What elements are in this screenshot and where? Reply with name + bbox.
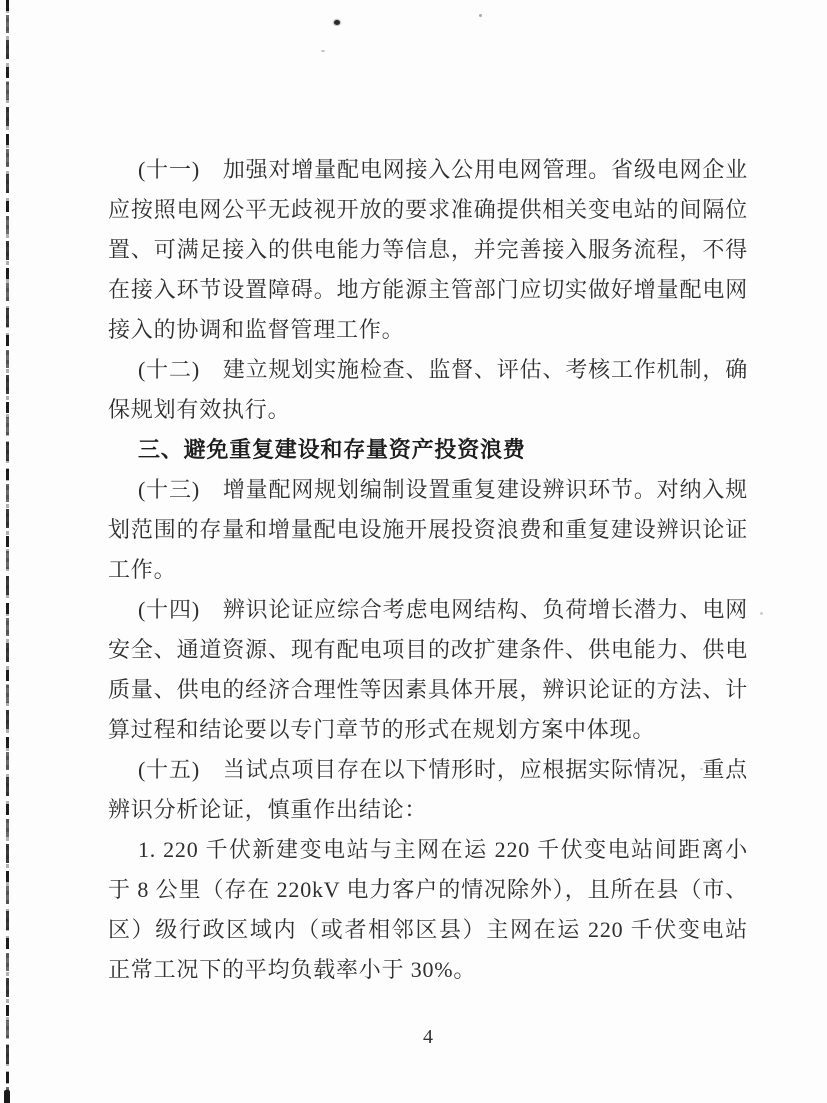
scan-edge-line bbox=[6, 0, 9, 1103]
list-item-1: 1. 220 千伏新建变电站与主网在运 220 千伏变电站间距离小于 8 公里（存在 220kV 电力客户的情况除外），且所在县（市、区）级行政区域内（或者相邻区县）主网在运 220 千伏变电站正常工况下的平均负载率小于 30%。 bbox=[108, 837, 748, 982]
scan-edge-blob bbox=[4, 1090, 10, 1103]
scan-speck bbox=[760, 612, 763, 615]
clause-15-paragraph: (十五) 当试点项目存在以下情形时，应根据实际情况，重点辨识分析论证，慎重作出结论： bbox=[108, 757, 748, 822]
clause-14-paragraph: (十四) 辨识论证应综合考虑电网结构、负荷增长潜力、电网安全、通道资源、现有配电项目的改扩建条件、供电能力、供电质量、供电的经济合理性等因素具体开展，辨识论证的方法、计算过程和结论要以专门章节的形式在规划方案中体现。 bbox=[108, 597, 748, 742]
section-heading-avoid-duplicate-construction: 三、避免重复建设和存量资产投资浪费 bbox=[138, 437, 526, 462]
clause-12-paragraph: (十二) 建立规划实施检查、监督、评估、考核工作机制，确保规划有效执行。 bbox=[108, 357, 748, 422]
scan-speck bbox=[479, 14, 482, 17]
clause-11-paragraph: (十一) 加强对增量配电网接入公用电网管理。省级电网企业应按照电网公平无歧视开放的要求准确提供相关变电站的间隔位置、可满足接入的供电能力等信息，并完善接入服务流程，不得在接入环节设置障碍。地方能源主管部门应切实做好增量配电网接入的协调和监督管理工作。 bbox=[108, 157, 748, 342]
page-number: 4 bbox=[423, 1026, 433, 1048]
scan-speck bbox=[321, 50, 325, 52]
clause-13-paragraph: (十三) 增量配网规划编制设置重复建设辨识环节。对纳入规划范围的存量和增量配电设施开展投资浪费和重复建设辨识论证工作。 bbox=[108, 477, 748, 582]
scan-speck bbox=[334, 20, 340, 25]
document-body bbox=[108, 150, 748, 1049]
